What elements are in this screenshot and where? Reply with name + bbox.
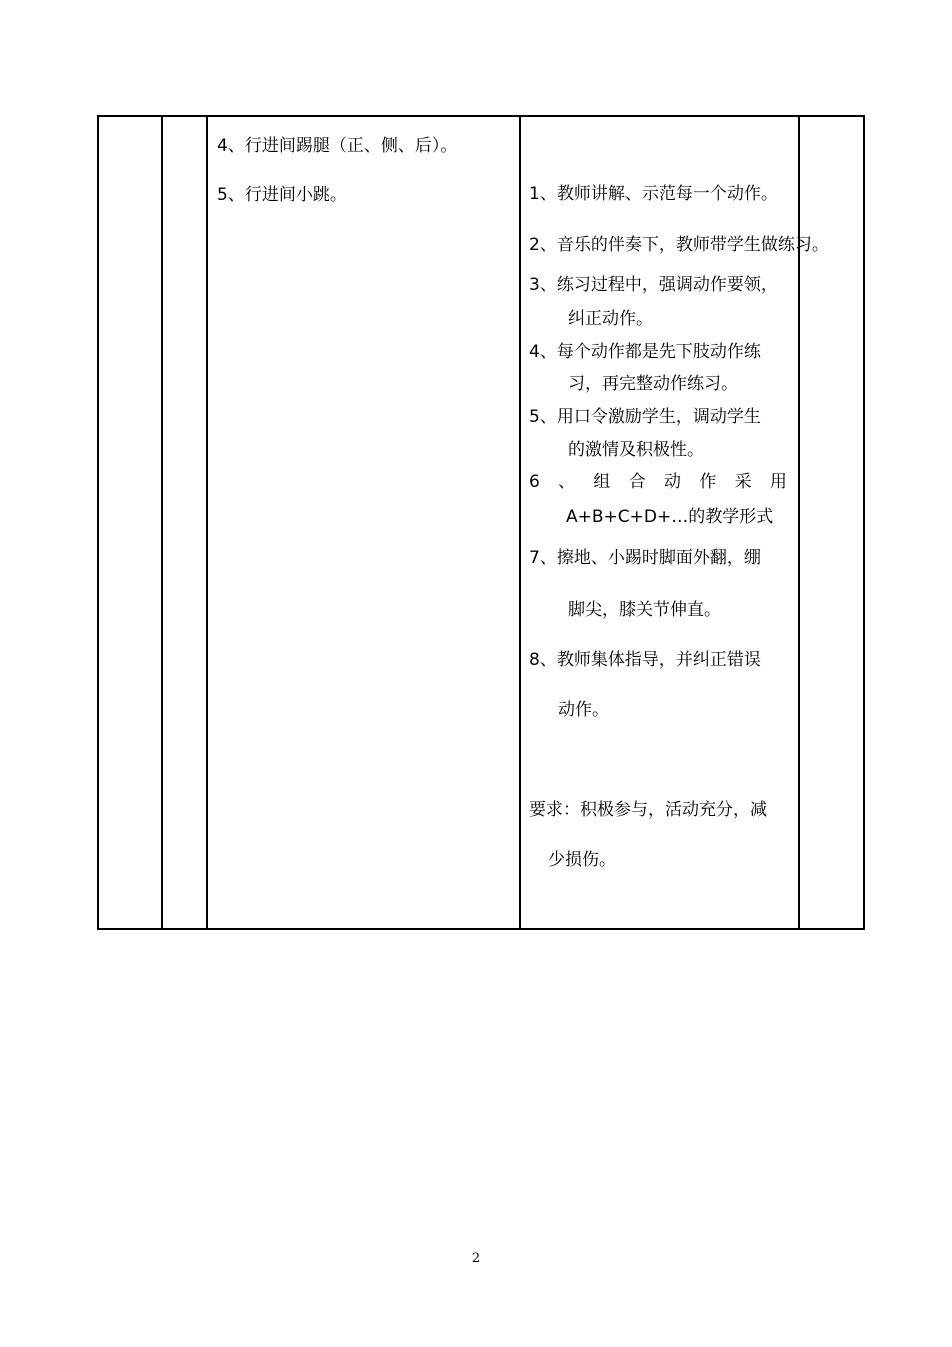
content-cell [209, 117, 517, 928]
method-item-7-line-1: 7、擦地、小踢时脚面外翻，绷 [529, 548, 761, 568]
method-item-6-token: 采 [734, 472, 752, 492]
method-item-6-token: 合 [628, 472, 646, 492]
method-cell [521, 117, 829, 928]
method-item-6-token: 、 [558, 472, 576, 492]
method-item-6-token: 用 [769, 472, 787, 492]
method-item-4-line-2: 习，再完整动作练习。 [568, 374, 738, 394]
method-item-5-line-2: 的激情及积极性。 [568, 440, 704, 460]
method-item-6-line-2: A+B+C+D+…的教学形式 [566, 507, 774, 527]
method-item-3-line-2: 纠正动作。 [568, 309, 653, 329]
requirement-line-2: 少损伤。 [548, 850, 616, 870]
content-item-4: 4、行进间踢腿（正、侧、后）。 [217, 136, 458, 156]
method-item-8-line-1: 8、教师集体指导，并纠正错误 [529, 650, 761, 670]
method-item-5-line-1: 5、用口令激励学生，调动学生 [529, 407, 761, 427]
method-item-3-line-1: 3、练习过程中，强调动作要领， [529, 275, 778, 295]
content-item-5: 5、行进间小跳。 [217, 185, 347, 205]
method-item-1-line-1: 1、教师讲解、示范每一个动作。 [529, 184, 778, 204]
method-item-6-token: 6 [529, 472, 540, 492]
page-number: 2 [471, 1251, 481, 1266]
method-item-4-line-1: 4、每个动作都是先下肢动作练 [529, 342, 761, 362]
requirement-line-1: 要求：积极参与，活动充分，减 [529, 800, 767, 820]
method-item-2-line-1: 2、音乐的伴奏下，教师带学生做练习。 [529, 235, 829, 255]
column-divider [206, 117, 208, 928]
method-item-6-token: 作 [699, 472, 717, 492]
method-item-8-line-2: 动作。 [558, 700, 609, 720]
method-item-6-line-1 [529, 471, 787, 493]
method-item-7-line-2: 脚尖，膝关节伸直。 [568, 600, 721, 620]
method-item-6-token: 动 [664, 472, 682, 492]
column-divider [161, 117, 163, 928]
method-item-6-token: 组 [593, 472, 611, 492]
lesson-plan-table [97, 115, 865, 930]
